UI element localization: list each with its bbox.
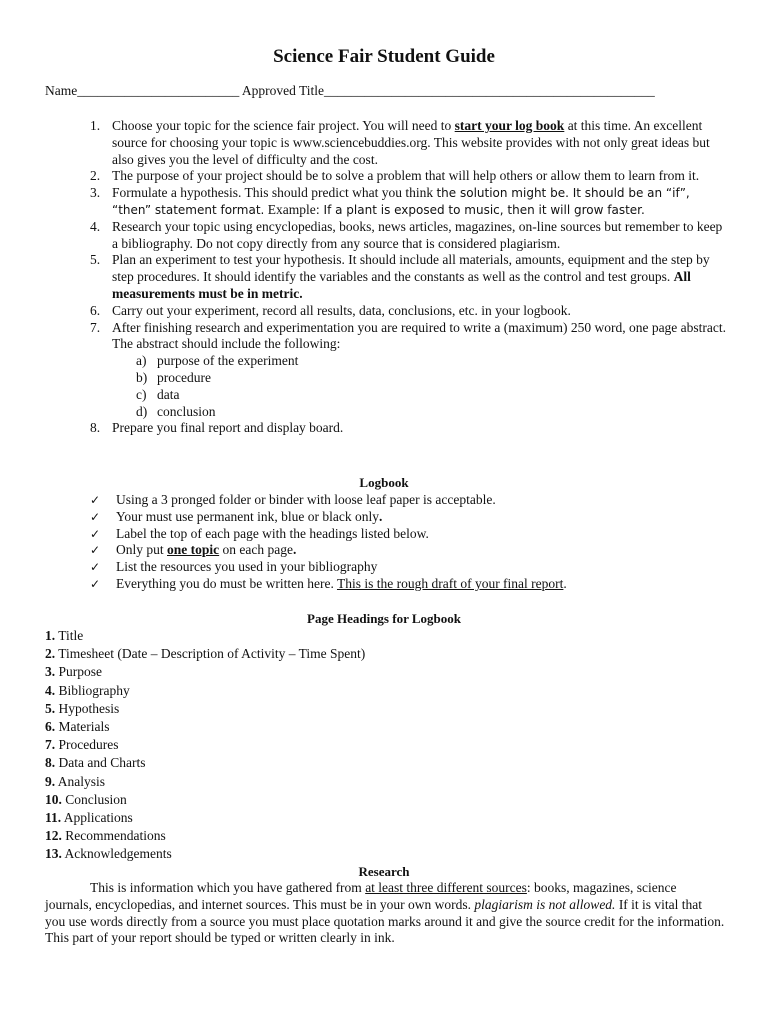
checklist-item <box>90 576 730 593</box>
checkmark-icon: ✓ <box>90 509 101 524</box>
heading-text: Timesheet (Date – Description of Activity – Time Spent) <box>55 646 366 662</box>
checklist-text: List the resources you used in your bibliography <box>116 559 378 575</box>
checklist-text: Your must use permanent ink, blue or black only <box>116 508 379 524</box>
sub-number: d) <box>136 403 148 419</box>
step-number: 7. <box>90 319 101 335</box>
step-number: 8. <box>90 420 101 436</box>
heading-item <box>45 682 365 700</box>
step-text: Carry out your experiment, record all results, data, conclusions, etc. in your logbook. <box>112 302 571 318</box>
heading-item <box>45 736 365 754</box>
heading-item <box>45 645 365 663</box>
heading-item <box>45 827 365 845</box>
step-text: Formulate a hypothesis. This should predict what you think <box>112 185 437 201</box>
step-text: The purpose of your project should be to solve a problem that will help others or allow them to learn from it. <box>112 168 700 184</box>
heading-number: 1. <box>45 628 56 643</box>
step-text: Example <box>264 201 316 217</box>
abstract-item <box>136 404 730 421</box>
plagiarism-emphasis: plagiarism is not allowed. <box>474 896 616 912</box>
page-headings-list <box>45 627 365 864</box>
abstract-item <box>136 353 730 370</box>
step-item <box>90 420 730 437</box>
heading-item <box>45 718 365 736</box>
bold-period: . <box>292 542 297 558</box>
step-item <box>90 303 730 320</box>
heading-text: Purpose <box>55 664 102 680</box>
one-topic-emphasis: one topic <box>167 542 220 558</box>
checkmark-icon: ✓ <box>90 560 101 575</box>
heading-text: Bibliography <box>55 682 130 698</box>
heading-item <box>45 791 365 809</box>
step-text: Plan an experiment to test your hypothesis. It should include all materials, amounts, equipment and the step by step procedures. It should identify the variables and the constants as well as the control and test groups. <box>112 252 710 285</box>
step-item <box>90 252 730 302</box>
sub-text: purpose of the experiment <box>157 353 299 369</box>
heading-item <box>45 663 365 681</box>
step-text: After finishing research and experimentation you are required to write a (maximum) 250 word, one page abstract. The abstract should include the following: <box>112 319 727 352</box>
heading-number: 5. <box>45 700 56 716</box>
step-number: 1. <box>90 118 101 133</box>
page-title: Science Fair Student Guide <box>273 46 495 67</box>
checklist-text: Label the top of each page with the headings listed below. <box>116 525 429 541</box>
step-text: Research your topic using encyclopedias, books, news articles, magazines, on-line sources but remember to keep a bibliography. Do not copy directly from any source that is considered plagiarism. <box>112 218 723 251</box>
heading-number: 2. <box>45 646 56 662</box>
step-number: 4. <box>90 218 101 234</box>
checklist-text: Only put <box>116 542 168 558</box>
research-text: If it is vital that you use words directly from a source you must place quotation marks around it and give the source credit for the information. This part of your report should be typed or written clearly in ink. <box>45 896 725 946</box>
checklist-item <box>90 559 730 576</box>
step-text-sans: : If a plant is exposed to music, then it will grow faster. <box>315 202 645 217</box>
step-number: 5. <box>90 252 101 268</box>
name-blank: ________________________ <box>77 83 240 98</box>
step-item <box>90 118 730 168</box>
checklist-item <box>90 526 730 543</box>
heading-item <box>45 845 365 863</box>
sub-number: b) <box>136 369 148 385</box>
checklist-text: Everything you do must be written here. <box>116 575 337 591</box>
heading-number: 9. <box>45 773 56 789</box>
heading-number: 8. <box>45 755 56 771</box>
step-text: Choose your topic for the science fair project. You will need to <box>112 118 455 133</box>
heading-number: 13. <box>45 846 62 862</box>
sub-number: a) <box>136 353 147 369</box>
heading-text: Procedures <box>55 737 119 753</box>
log-book-emphasis: start your log book <box>454 118 565 133</box>
step-text: at this time. An excellent source for choosing your topic is www.sciencebuddies.org. This website provides with not only great ideas but also gives you the level of difficulty and the cost. <box>112 118 710 167</box>
checkmark-icon: ✓ <box>90 493 101 507</box>
step-item <box>90 320 730 421</box>
step-text: Prepare you final report and display board. <box>112 420 344 436</box>
page-headings-heading: Page Headings for Logbook <box>307 611 461 626</box>
abstract-item <box>136 370 730 387</box>
research-text: This is information which you have gathered from <box>90 880 366 895</box>
heading-text: Title <box>55 628 84 643</box>
heading-number: 10. <box>45 791 62 807</box>
abstract-sublist <box>112 353 730 420</box>
step-number: 2. <box>90 168 101 184</box>
heading-text: Conclusion <box>61 791 127 807</box>
step-number: 3. <box>90 185 101 201</box>
heading-item <box>45 809 365 827</box>
three-sources-emphasis: at least three different sources <box>365 880 527 895</box>
heading-item <box>45 754 365 772</box>
heading-item <box>45 700 365 718</box>
step-item <box>90 219 730 253</box>
steps-list <box>90 118 730 437</box>
approved-title-label: Approved Title <box>239 83 324 98</box>
logbook-checklist <box>90 492 730 593</box>
checkmark-icon: ✓ <box>90 576 101 591</box>
heading-text: Applications <box>61 810 133 826</box>
sub-text: procedure <box>157 369 211 385</box>
checkmark-icon: ✓ <box>90 526 101 541</box>
sub-text: conclusion <box>157 403 216 419</box>
heading-text: Acknowledgements <box>61 846 172 862</box>
heading-text: Recommendations <box>61 828 166 844</box>
step-number: 6. <box>90 302 101 318</box>
heading-text: Hypothesis <box>55 700 120 716</box>
heading-number: 12. <box>45 828 62 844</box>
heading-number: 7. <box>45 737 56 753</box>
research-heading: Research <box>358 864 410 879</box>
heading-item <box>45 627 365 645</box>
heading-number: 3. <box>45 664 56 680</box>
heading-number: 6. <box>45 719 56 735</box>
checklist-item <box>90 509 730 526</box>
sub-text: data <box>157 386 180 402</box>
bold-period: . <box>378 508 383 524</box>
checklist-text: on each page <box>219 542 293 558</box>
step-text-sans: the solution might be. It should be an “if”, “then” statement format. <box>112 186 690 217</box>
name-label: Name <box>45 83 78 98</box>
heading-text: Materials <box>55 719 110 735</box>
heading-item <box>45 773 365 791</box>
checklist-item <box>90 492 730 509</box>
research-text: : books, magazines, science journals, encyclopedias, and internet sources. This must be in your own words. <box>45 880 677 912</box>
checkmark-icon: ✓ <box>90 543 101 558</box>
checklist-item <box>90 542 730 559</box>
rough-draft-emphasis: This is the rough draft of your final report <box>336 575 564 591</box>
metric-emphasis: All measurements must be in metric. <box>112 269 691 301</box>
step-item <box>90 185 730 219</box>
research-paragraph <box>45 880 725 947</box>
approved-title-blank: _________________________________________________ <box>324 83 655 98</box>
name-title-line <box>45 83 735 100</box>
step-item <box>90 168 730 185</box>
heading-number: 11. <box>45 810 62 826</box>
logbook-heading: Logbook <box>359 475 409 490</box>
heading-text: Analysis <box>55 773 106 789</box>
heading-number: 4. <box>45 682 56 698</box>
sub-number: c) <box>136 386 147 402</box>
heading-text: Data and Charts <box>55 755 146 771</box>
checklist-text: . <box>563 575 567 591</box>
checklist-text: Using a 3 pronged folder or binder with loose leaf paper is acceptable. <box>116 492 496 507</box>
abstract-item <box>136 387 730 404</box>
